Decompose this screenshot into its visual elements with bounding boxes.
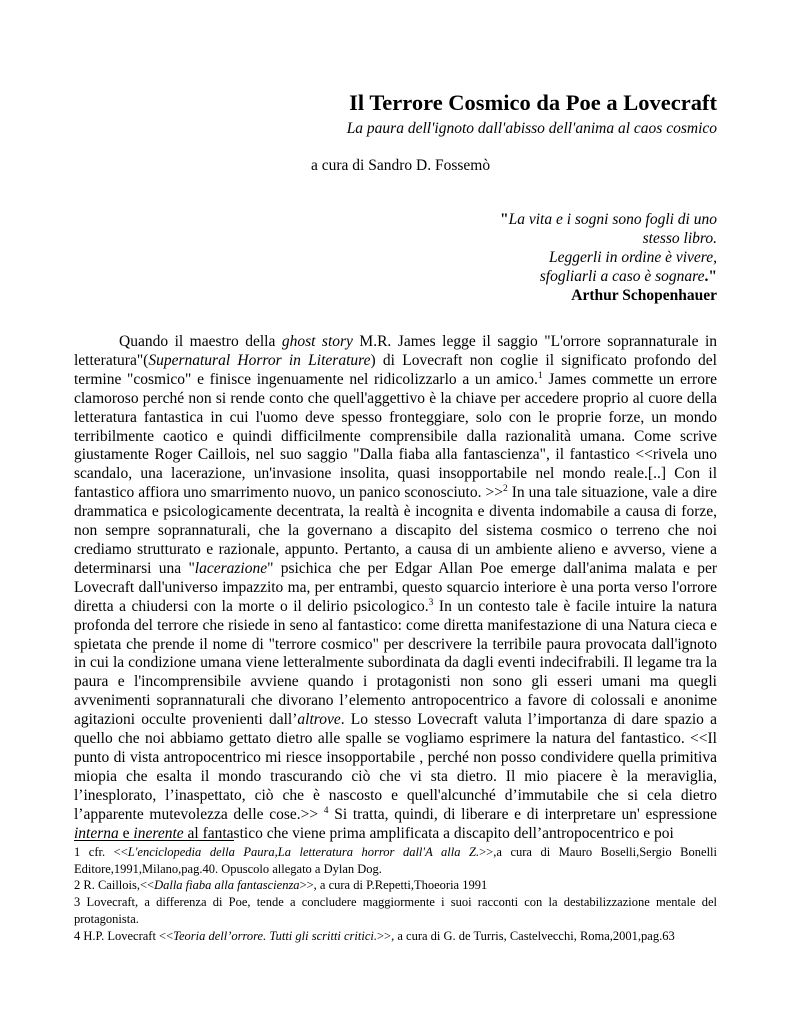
text-run: . Lo stesso Lovecraft valuta l’importanza di dare spazio a quello che noi abbiamo gettato dietro alle spalle se vogliamo esprimere la natura del fantastico. <<Il punto di vista antropocentrico mi riesce insopportabile , perché non posso condividere quella primitiva miopia che esalta il mondo trascurando ciò che vi sta dietro. Il mio piacere è la meraviglia, l’inesplorato, l’inaspettato, ciò che è nascosto e quell'alcunché d’immutabile che si cela dietro l’apparente mutevolezza delle cose.>>	[74, 711, 717, 823]
footnote-text: >>, a cura di P.Repetti,Thoeoria 1991	[299, 878, 488, 893]
epigraph-line-4	[357, 267, 717, 286]
footnote-text: 4 H.P. Lovecraft <<	[74, 928, 174, 943]
document-subtitle: La paura dell'ignoto dall'abisso dell'anima al caos cosmico	[346, 120, 717, 137]
epigraph-text-4: sfogliarli a caso è sognare	[539, 268, 705, 285]
footnote-text: 2 R. Caillois,<<	[74, 878, 155, 893]
footnote-1	[74, 844, 717, 877]
text-run: Si tratta, quindi, di liberare e di interpretare un' espressione	[328, 805, 717, 823]
italic-term: interna	[74, 824, 119, 842]
footnote-2	[74, 877, 717, 894]
italic-term: altrove	[297, 711, 341, 729]
text-run: M.R. James legge il saggio "L'orrore soprannaturale in letteratura"(	[74, 333, 718, 369]
epigraph-line-1	[357, 210, 717, 229]
document-title: Il Terrore Cosmico da Poe a Lovecraft	[349, 90, 717, 115]
italic-term: Supernatural Horror in Literature	[148, 351, 371, 369]
text-run: James commette un errore clamoroso perché non si rende conto che quell'aggettivo è la chiave per accedere proprio al cuore della letteratura fantastica in cui l'uomo deve spesso fronteggiare, solo con le proprie forze, un mondo terribilmente caotico e quindi difficilmente comprensibile dalla razionalità umana. Come scrive giustamente Roger Caillois, nel suo saggio "Dalla fiaba alla fantascienza", il fantastico <<rivela uno scandalo, una lacerazione, un'invasione insolita, quasi insopportabile nel mondo reale.[..] Con il fantastico affiora uno smarrimento nuovo, un panico sconosciuto. >>	[74, 370, 718, 502]
footnotes	[74, 844, 717, 944]
footnote-text: >>, a cura di G. de Turris, Castelvecchi, Roma,2001,pag.63	[377, 928, 675, 943]
footnote-4	[74, 928, 717, 945]
footnote-text: >>,a cura di Mauro Boselli,Sergio Bonelli Editore,1991,Milano,pag.40. Opuscolo allegato a Dylan Dog.	[74, 845, 717, 876]
curator-line: a cura di Sandro D. Fossemò	[311, 157, 491, 174]
text-run: ) di Lovecraft non coglie il significato profondo del termine "cosmico" e finisce ingenuamente nel ridicolizzarlo a un amico.	[74, 351, 717, 388]
italic-term: ghost story	[281, 333, 353, 350]
epigraph-line-3: Leggerli in ordine è vivere,	[548, 249, 717, 266]
footnote-ref-2[interactable]: 2	[502, 484, 508, 495]
footnote-text: 1 cfr. <<	[74, 845, 128, 859]
footnote-ref-1[interactable]: 1	[537, 370, 543, 381]
text-run: In una tale situazione, vale a dire drammatica e psicologicamente decentrata, la realtà è incognita e diventa indomabile a causa di forze, non sempre soprannaturali, che la governano a discapito del sistema cosmico o terreno che noi crediamo strutturato e razionale, appunto. Pertanto, a causa di un ambiente alieno e avverso, viene a determinarsi una "	[74, 484, 717, 577]
text-run: Quando il maestro della	[119, 333, 282, 350]
text-run: e	[118, 824, 134, 842]
italic-term: inerente	[133, 824, 184, 842]
epigraph-close-quote: ."	[704, 268, 717, 285]
footnote-ref-3[interactable]: 3	[428, 597, 434, 608]
epigraph-open-quote: "	[499, 211, 509, 228]
text-run: " psichica che per Edgar Allan Poe emerge dall'anima malata e per Lovecraft dall'universo impazzito ma, per entrambi, questo squarcio interiore è una porta verso l'orrore diretta a chiudersi con la morte o il delirio psicologico.	[74, 559, 717, 615]
body-paragraph	[74, 333, 717, 843]
footnote-separator	[74, 840, 234, 841]
footnote-title: Dalla fiaba alla fantascienza	[154, 878, 300, 893]
epigraph-author: Arthur Schopenhauer	[571, 287, 717, 304]
text-run: In un contesto tale è facile intuire la natura profonda del terrore che risiede in seno al fantastico: come diretta manifestazione di una Natura cieca e spietata che prende il nome di "terrore cosmico" per descrivere la terribile paura provocata dall'ignoto in cui la condizione umana viene letteralmente subordinata da dagli eventi indecifrabili. Il legame tra la paura e l'incomprensibile avviene quando i protagonisti non sono gli esseri umani ma quegli avvenimenti soprannaturali che divorano l’elemento antropocentrico a favore di colossali e anonime agitazioni occulte provenienti dall’	[74, 597, 717, 729]
footnote-ref-4[interactable]: 4	[323, 805, 329, 816]
footnote-title: L'enciclopedia della Paura,La letteratura horror dall'A alla Z.	[127, 845, 480, 859]
epigraph-text-1: La vita e i sogni sono fogli di uno	[508, 211, 717, 228]
epigraph-line-2: stesso libro.	[642, 230, 717, 247]
paragraph-text	[74, 333, 717, 843]
italic-term: lacerazione	[194, 559, 268, 577]
epigraph	[357, 210, 717, 305]
footnote-title: Teoria dell’orrore. Tutti gli scritti critici.	[173, 928, 377, 943]
footnote-3: 3 Lovecraft, a differenza di Poe, tende a concludere maggiormente i suoi racconti con la destabilizzazione mentale del protagonista.	[74, 895, 717, 926]
text-run: al fantastico che viene prima amplificata a discapito dell’antropocentrico e poi	[183, 824, 674, 842]
